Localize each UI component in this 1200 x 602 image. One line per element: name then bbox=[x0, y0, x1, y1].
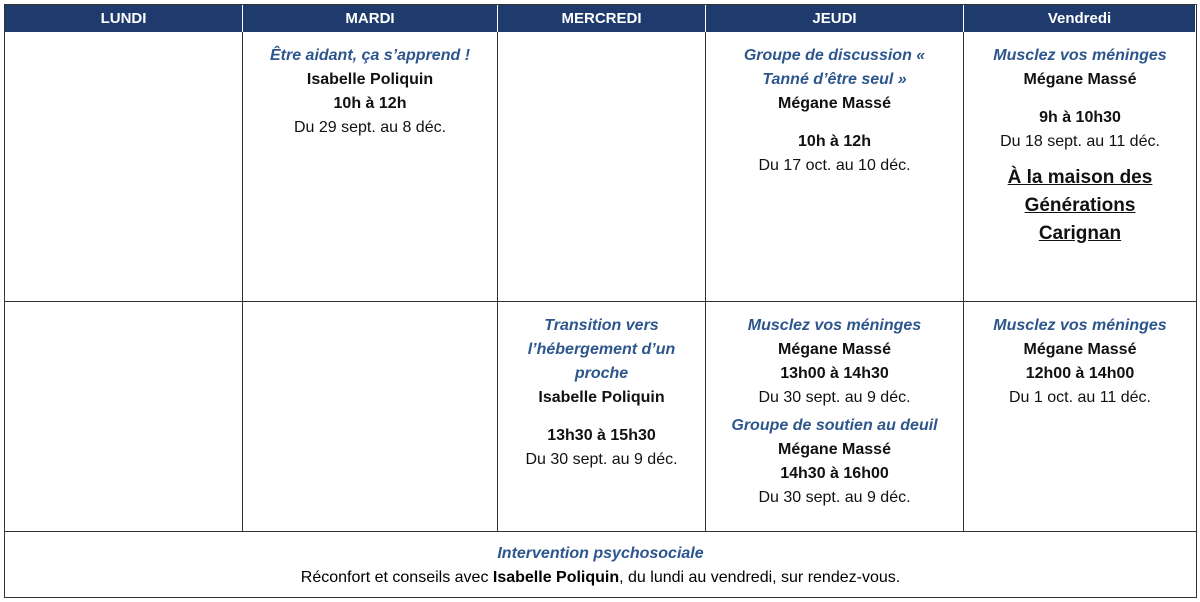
activity-time: 13h30 à 15h30 bbox=[547, 427, 656, 444]
cell-r1-mardi bbox=[243, 32, 498, 302]
activity-title: Être aidant, ça s’apprend ! bbox=[269, 47, 471, 64]
activity-dates-1: Du 30 sept. au 9 déc. bbox=[758, 389, 911, 406]
cell-r1-lundi bbox=[5, 32, 243, 302]
cell-r2-mardi bbox=[243, 302, 498, 532]
activity-title: Musclez vos méninges bbox=[993, 47, 1167, 64]
activity-title-1: Musclez vos méninges bbox=[747, 317, 922, 334]
activity-time: 9h à 10h30 bbox=[1039, 109, 1121, 126]
activity-title-line3: proche bbox=[574, 365, 629, 382]
activity-dates: Du 30 sept. au 9 déc. bbox=[525, 451, 678, 468]
schedule-table bbox=[4, 4, 1197, 598]
activity-title-line1: Transition vers bbox=[544, 317, 659, 334]
activity-host: Isabelle Poliquin bbox=[538, 389, 665, 406]
footer-text bbox=[301, 569, 900, 586]
header-mercredi: MERCREDI bbox=[498, 5, 706, 32]
cell-r2-mercredi bbox=[498, 302, 706, 532]
activity-time-1: 13h00 à 14h30 bbox=[780, 365, 889, 382]
activity-host-2: Mégane Massé bbox=[778, 441, 891, 458]
activity-host-1: Mégane Massé bbox=[778, 341, 891, 358]
header-vendredi: Vendredi bbox=[964, 5, 1196, 32]
activity-title-2: Groupe de soutien au deuil bbox=[731, 417, 938, 434]
activity-host: Isabelle Poliquin bbox=[306, 71, 434, 88]
cell-r1-mercredi bbox=[498, 32, 706, 302]
location-line3: Carignan bbox=[1038, 223, 1122, 244]
activity-time-2: 14h30 à 16h00 bbox=[780, 465, 889, 482]
cell-r1-vendredi bbox=[964, 32, 1196, 302]
cell-r2-vendredi bbox=[964, 302, 1196, 532]
header-mardi: MARDI bbox=[243, 5, 498, 32]
activity-dates: Du 17 oct. au 10 déc. bbox=[758, 157, 911, 174]
footer-title: Intervention psychosociale bbox=[497, 545, 704, 562]
activity-title-line2: Tanné d’être seul » bbox=[762, 71, 907, 88]
activity-dates: Du 1 oct. au 11 déc. bbox=[1008, 389, 1151, 406]
activity-host: Mégane Massé bbox=[778, 95, 891, 112]
activity-dates: Du 18 sept. au 11 déc. bbox=[1000, 133, 1160, 150]
cell-r2-jeudi bbox=[706, 302, 964, 532]
cell-r2-lundi bbox=[5, 302, 243, 532]
activity-title: Musclez vos méninges bbox=[993, 317, 1167, 334]
activity-dates: Du 29 sept. au 8 déc. bbox=[293, 119, 447, 136]
cell-r1-jeudi bbox=[706, 32, 964, 302]
footer-text-before: Réconfort et conseils avec bbox=[300, 569, 493, 586]
location-line1: À la maison des bbox=[1007, 167, 1153, 188]
activity-time: 10h à 12h bbox=[333, 95, 407, 112]
header-jeudi: JEUDI bbox=[706, 5, 964, 32]
location-line2: Générations bbox=[1024, 195, 1136, 216]
footer-row bbox=[5, 532, 1196, 597]
activity-dates-2: Du 30 sept. au 9 déc. bbox=[758, 489, 911, 506]
header-lundi: LUNDI bbox=[5, 5, 243, 32]
activity-title-line2: l’hébergement d’un bbox=[527, 341, 676, 358]
activity-time: 12h00 à 14h00 bbox=[1025, 365, 1135, 382]
activity-host: Mégane Massé bbox=[1023, 341, 1137, 358]
activity-host: Mégane Massé bbox=[1023, 71, 1137, 88]
footer-text-after: , du lundi au vendredi, sur rendez-vous. bbox=[619, 569, 901, 586]
activity-time: 10h à 12h bbox=[798, 133, 871, 150]
footer-host: Isabelle Poliquin bbox=[492, 569, 620, 586]
activity-title-line1: Groupe de discussion « bbox=[743, 47, 926, 64]
